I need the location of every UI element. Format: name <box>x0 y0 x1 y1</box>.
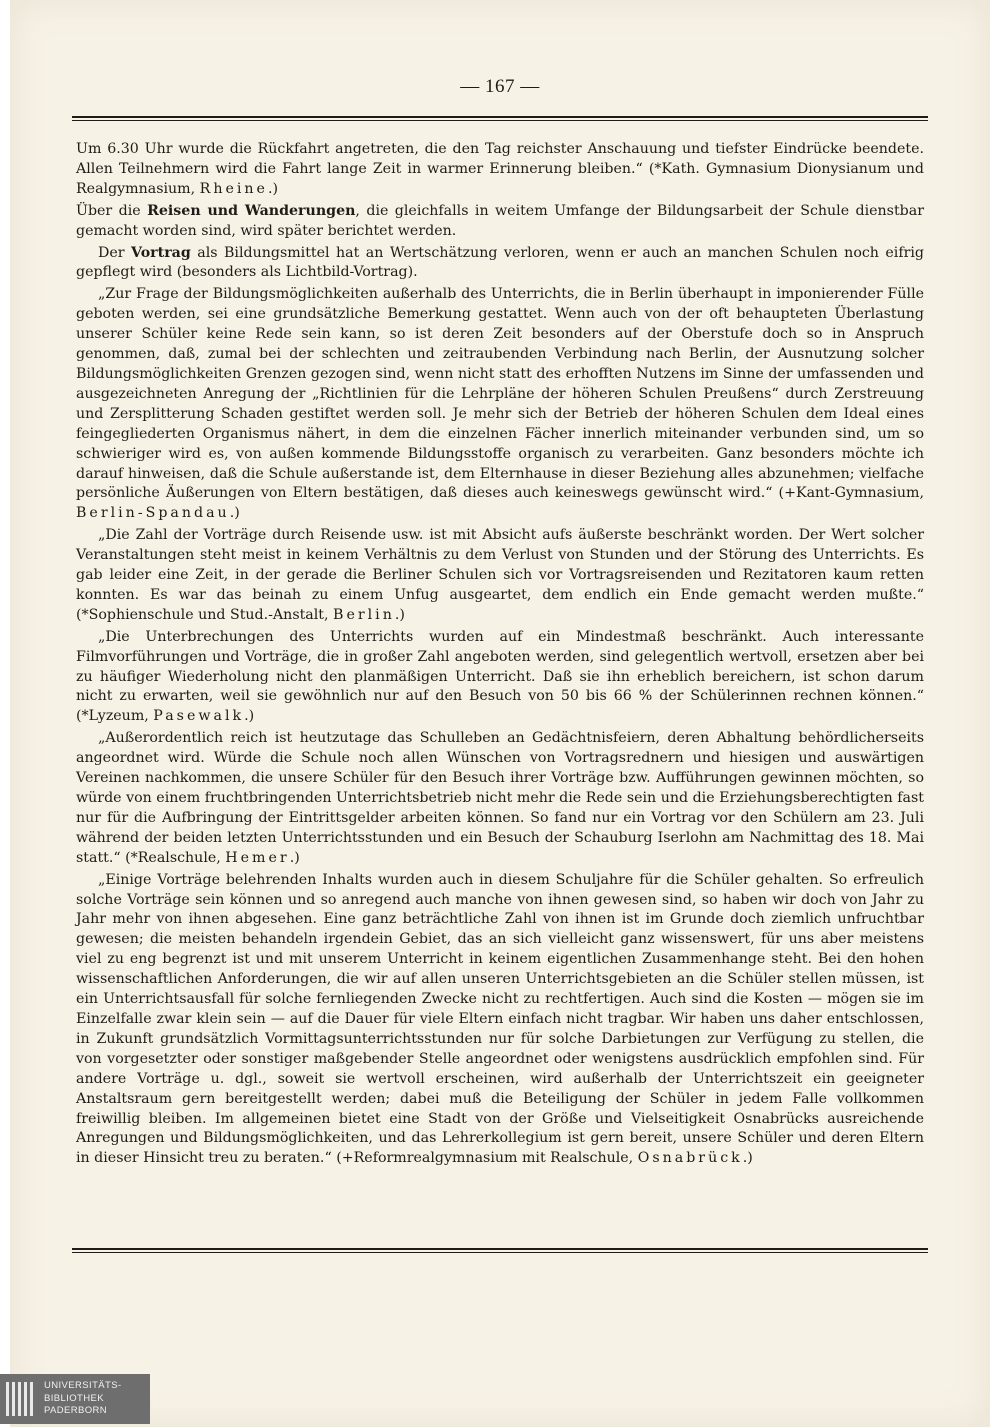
library-logo-line: PADERBORN <box>44 1405 108 1416</box>
spaced-place-name: Osnabrück <box>637 1150 743 1167</box>
logo-bar <box>18 1382 21 1416</box>
logo-bar <box>30 1382 33 1416</box>
text-run: „Außerordentlich reich ist heutzutage das Schulleben an Gedächtnisfeiern, deren Abhaltung behördlicherseits angeordnet wird. Würde die Schule noch allen Wünschen von Vortragsrednern und hiesigen und auswärtigen Vereinen nachkommen, die unsere Schüler für den Besuch ihrer Vorträge bzw. Aufführungen gewinnen möchten, so würde von einem fruchtbringenden Unterrichtsbetrieb nicht mehr die Rede sein und die Erziehungsberechtigten fast nur für die Aufbringung der Eintrittsgelder arbeiten können. So fand nur ein Vortrag vor den Schülern am 23. Juli während der beiden letzten Unterrichtsstunden und ein Besuch der Schauburg Iserlohn am Nachmittag des 18. Mai statt.“ (*Realschule, <box>76 730 924 866</box>
text-run: „Die Zahl der Vorträge durch Reisende usw. ist mit Absicht aufs äußerste beschränkt worden. Der Wert solcher Veranstaltungen steht meist in keinem Verhältnis zu dem Verlust von Stunden und der Störung des Unterrichts. Es gab leider eine Zeit, in der gerade die Berliner Schulen sich vor Vortragsreisenden und Rezitatoren kaum retten konnten. Es war das beinah zu einem Unfug ausgeartet, dem endlich ein Ende gemacht werden mußte.“ (*Sophienschule und Stud.-Anstalt, <box>76 527 924 623</box>
text-run: .) <box>742 1150 753 1167</box>
paragraph <box>76 526 924 626</box>
text-run: .) <box>229 505 240 522</box>
library-logo-line: BIBLIOTHEK <box>44 1392 104 1404</box>
library-logo-bars-icon <box>6 1382 38 1416</box>
bold-term: Reisen und Wanderungen <box>147 202 356 219</box>
top-double-rule <box>72 116 928 121</box>
library-logo-line: UNIVERSITÄTS- <box>44 1380 122 1391</box>
paragraph <box>76 244 924 284</box>
spaced-place-name: Berlin-Spandau <box>76 505 230 522</box>
paragraph <box>76 729 924 868</box>
text-run: Der <box>98 244 132 261</box>
text-run: Um 6.30 Uhr wurde die Rückfahrt angetreten, die den Tag reichster Anschauung und tiefster Eindrücke beendete. Allen Teilnehmern wird die Fahrt lange Zeit in warmer Erinnerung bleiben.“ (*Kath. Gymnasium Dionysianum und Realgymnasium, <box>76 141 924 197</box>
bottom-double-rule <box>72 1248 928 1253</box>
paragraph <box>76 628 924 728</box>
spaced-place-name: Berlin <box>333 606 395 623</box>
library-logo-text <box>44 1380 122 1418</box>
paragraph <box>76 202 924 242</box>
text-run: „Einige Vorträge belehrenden Inhalts wurden auch in diesem Schuljahre für die Schüler gehalten. So erfreulich solche Vorträge sein können und so anregend auch manche von ihnen gewesen sind, so haben wir doch von Jahr zu Jahr mehr von ihnen abgesehen. Eine ganz beträchtliche Zahl von ihnen ist im Grunde doch ziemlich unfruchtbar gewesen; die meisten behandeln irgendein Gebiet, das an sich vielleicht ganz wissenswert, für uns aber meistens viel zu eng begrenzt ist und mit unserem Unterricht in keinem eigentlichen Zusammenhange steht. Bei den hohen wissenschaftlichen Anforderungen, die wir auf allen unseren Unterrichtsgebieten an die Schüler stellen müssen, ist ein Unterrichtsausfall für solche fernliegenden Zwecke nicht zu rechtfertigen. Auch sind die Kosten — mögen sie im Einzelfalle zwar klein sein — auf die Dauer für viele Eltern einfach nicht tragbar. Wir haben uns daher entschlossen, in Zukunft grundsätzlich Vormittagsunterrichtsstunden nur für solche Darbietungen zur Verfügung zu stellen, die von vorgesetzter oder sonstiger maßgebender Stelle angeordnet oder wenigstens ausdrücklich empfohlen sind. Für andere Vorträge u. dgl., soweit sie wertvoll erscheinen, wird außerhalb der Unterrichtszeit ein geeigneter Anstaltsraum gern bereitgestellt werden; dabei muß die Beteiligung der Schüler in jedem Falle vollkommen freiwillig bleiben. Im allgemeinen bietet eine Stadt von der Größe und Vielseitigkeit Osnabrücks ausreichende Anregungen und Bildungsmöglichkeiten, und das Lehrerkollegium ist gern bereit, unsere Schüler und deren Eltern in dieser Hinsicht treu zu beraten.“ (+Reformrealgymnasium mit Realschule, <box>76 871 924 1167</box>
paragraph <box>76 871 924 1170</box>
text-run: .) <box>289 849 300 866</box>
logo-bar <box>24 1382 27 1416</box>
text-run: „Zur Frage der Bildungsmöglichkeiten außerhalb des Unterrichts, die in Berlin überhaupt in imponierender Fülle geboten werden, sei eine grundsätzliche Bemerkung gestattet. Wenn auch von der oft behaupteten Überlastung unserer Schüler keine Rede sein kann, so ist deren Zeit besonders auf der Oberstufe doch so in Anspruch genommen, daß, zumal bei der schlechten und zeitraubenden Verbindung nach Berlin, der Ausnutzung solcher Bildungsmöglichkeiten Grenzen gezogen sind, wenn nicht statt des erhofften Nutzens im Sinne der umfassenden und ausgezeichneten Anregung der „Richtlinien für die Lehrpläne der höheren Schulen Preußens“ durch Zerstreuung und Zersplitterung Schaden gestiftet werden soll. Je mehr sich der Betrieb der höheren Schulen dem Ideal eines feingegliederten Organismus nähert, in dem die einzelnen Fächer innerlich miteinander verbunden sind, um so schwieriger wird es, von außen kommende Bildungsstoffe organisch zu verarbeiten. Ganz besonders möchte ich darauf hinweisen, daß die Schule außerstande ist, dem Elternhause in dieser Beziehung alles abzunehmen; vielfache persönliche Äußerungen von Eltern bestätigen, daß dieses auch keineswegs gewünscht wird.“ (+Kant-Gymnasium, <box>76 286 924 502</box>
logo-bar <box>6 1382 9 1416</box>
spaced-place-name: Pasewalk <box>153 708 245 725</box>
library-logo <box>0 1374 150 1424</box>
spaced-place-name: Hemer <box>225 849 290 866</box>
logo-bar <box>12 1382 15 1416</box>
text-run: als Bildungsmittel hat an Wertschätzung verloren, wenn er auch an manchen Schulen noch eifrig gepflegt wird (besonders als Lichtbild-Vortrag). <box>76 244 924 281</box>
page-number: — 167 — <box>460 76 540 97</box>
text-run: , die gleichfalls in weitem Umfange der Bildungsarbeit der Schule dienstbar gemacht worden sind, wird später berichtet werden. <box>76 202 924 239</box>
text-run: „Die Unterbrechungen des Unterrichts wurden auf ein Mindestmaß beschränkt. Auch interessante Filmvorführungen und Vorträge, die in großer Zahl angeboten werden, sind gelegentlich wertvoll, ersetzen aber bei zu häufiger Wiederholung nicht den planmäßigen Unterricht. Daß sie ihn erheblich bereichern, ist schon darum nicht zu erwarten, weil sie gewöhnlich nur auf den Besuch von 50 bis 66 % der Schülerinnen rechnen können.“ (*Lyzeum, <box>76 628 924 725</box>
text-run: .) <box>394 606 405 623</box>
paragraph <box>76 285 924 524</box>
spaced-place-name: Rheine <box>199 180 268 197</box>
paragraph <box>76 140 924 200</box>
bold-term: Vortrag <box>131 244 191 261</box>
document-body <box>76 140 924 1169</box>
text-run: .) <box>244 708 255 725</box>
text-run: Über die <box>76 202 148 219</box>
text-run: .) <box>267 180 278 197</box>
